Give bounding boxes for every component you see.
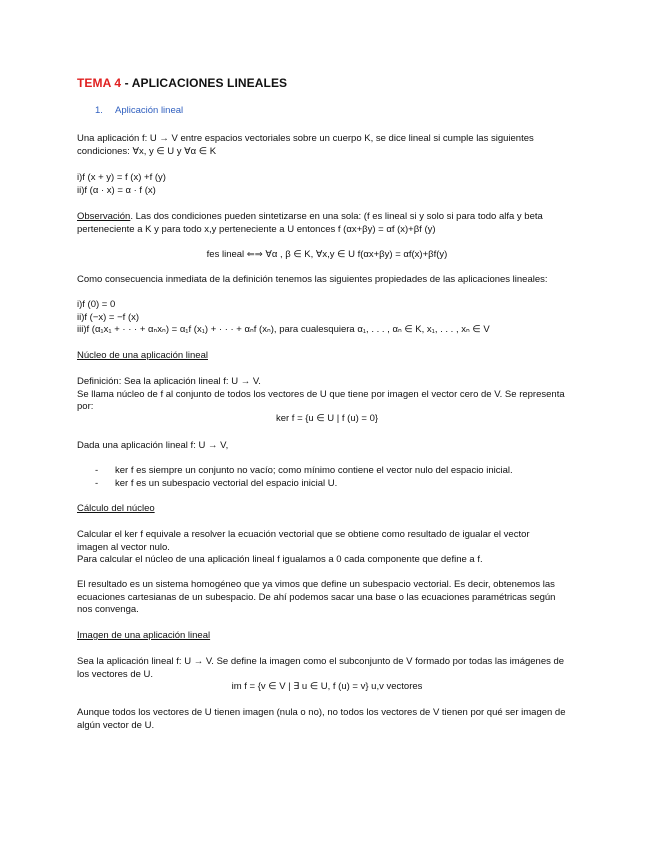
observation-paragraph (77, 211, 577, 236)
condition-i: i)f (x + y) = f (x) +f (y) (77, 172, 166, 183)
nucleo-heading: Núcleo de una aplicación lineal (77, 350, 208, 361)
imagen-line: Aunque todos los vectores de U tienen imagen (nula o no), no todos los vectores de V tienen por qué ser imagen de (77, 707, 566, 718)
section-heading-aplicacion-lineal (95, 105, 183, 118)
definition-paragraph (77, 133, 577, 158)
property-i: i)f (0) = 0 (77, 299, 116, 310)
calculo-line: Para calcular el núcleo de una aplicación lineal f igualamos a 0 cada componente que define a f. (77, 554, 483, 565)
observation-line: perteneciente a K y para todo x,y perteneciente a U entonces f (αx+βy) = αf (x)+βf (y) (77, 223, 436, 235)
nucleo-line: Definición: Sea la aplicación lineal f: U → V. (77, 376, 261, 387)
bullet-item: - ker f es siempre un conjunto no vacío; como mínimo contiene el vector nulo del espacio inicial. (95, 465, 513, 476)
calculo-paragraph (77, 529, 577, 567)
properties-list (77, 299, 577, 337)
property-ii: ii)f (−x) = −f (x) (77, 311, 140, 323)
section-number: 1. (95, 105, 103, 116)
calculo-line: ecuaciones cartesianas de un subespacio. De ahí podemos sacar una base o las ecuaciones paramétricas según (77, 591, 556, 603)
properties-intro: Como consecuencia inmediata de la definición tenemos las siguientes propiedades de las aplicaciones lineales: (77, 274, 548, 285)
nucleo-definition (77, 376, 577, 414)
nucleo-line: por: (77, 401, 94, 412)
imagen-line: Sea la aplicación lineal f: U → V. Se define la imagen como el subconjunto de V formado por todas las imágenes de (77, 656, 565, 667)
imagen-line: algún vector de U. (77, 719, 155, 731)
calculo-paragraph-2 (77, 579, 577, 617)
imagen-paragraph-2 (77, 707, 577, 732)
imagen-heading: Imagen de una aplicación lineal (77, 630, 211, 641)
calculo-line: nos convenga. (77, 604, 139, 615)
calculo-line: El resultado es un sistema homogéneo que ya vimos que define un subespacio vectorial. Es decir, obtenemos las (77, 579, 555, 590)
bullet-dash: - (95, 465, 99, 476)
kernel-formula: ker f = {u ∈ U | f (u) = 0} (275, 413, 379, 424)
observation-label: Observación (77, 211, 131, 222)
linearity-formula: fes lineal ⇐⇒ ∀α , β ∈ K, ∀x,y ∈ U f(αx+βy) = αf(x)+βf(y) (206, 249, 448, 260)
condition-ii: ii)f (α · x) = α · f (x) (77, 184, 156, 196)
observation-line: Observación. Las dos condiciones pueden sintetizarse en una sola: (f es lineal si y solo si para todo alfa y beta (77, 211, 543, 222)
title-rest: APLICACIONES LINEALES (131, 76, 288, 90)
title-separator: - (121, 76, 132, 90)
definition-line: Una aplicación f: U → V entre espacios vectoriales sobre un cuerpo K, se dice lineal si cumple las siguientes (77, 133, 534, 144)
calculo-line: Calcular el ker f equivale a resolver la ecuación vectorial que se obtiene como resultado de igualar el vector (77, 529, 530, 540)
section-label: Aplicación lineal (115, 105, 184, 116)
image-formula: im f = {v ∈ V | ∃ u ∈ U, f (u) = v} u,v vectores (231, 681, 423, 692)
calculo-line: imagen al vector nulo. (77, 541, 170, 553)
bullet-item: - ker f es un subespacio vectorial del espacio inicial U. (95, 478, 338, 489)
property-iii: iii)f (α₁x₁ + · · · + αₙxₙ) = α₁f (x₁) + · · · + αₙf (xₙ), para cualesquiera α₁, . . . , αₙ ∈ K, x₁, . . . , xₙ ∈ V (77, 324, 490, 335)
conditions-list (77, 172, 577, 197)
definition-line: condiciones: ∀x, y ∈ U y ∀α ∈ K (77, 145, 217, 157)
nucleo-line: Se llama núcleo de f al conjunto de todos los vectores de U que tiene por imagen el vector cero de V. Se representa (77, 388, 565, 400)
imagen-paragraph (77, 656, 577, 681)
title-prefix: TEMA 4 (77, 76, 122, 90)
imagen-line: los vectores de U. (77, 668, 154, 680)
bullet-dash: - (95, 478, 99, 489)
calculo-heading: Cálculo del núcleo (77, 503, 155, 514)
page-title (77, 77, 287, 90)
nucleo-given: Dada una aplicación lineal f: U → V, (77, 440, 229, 451)
